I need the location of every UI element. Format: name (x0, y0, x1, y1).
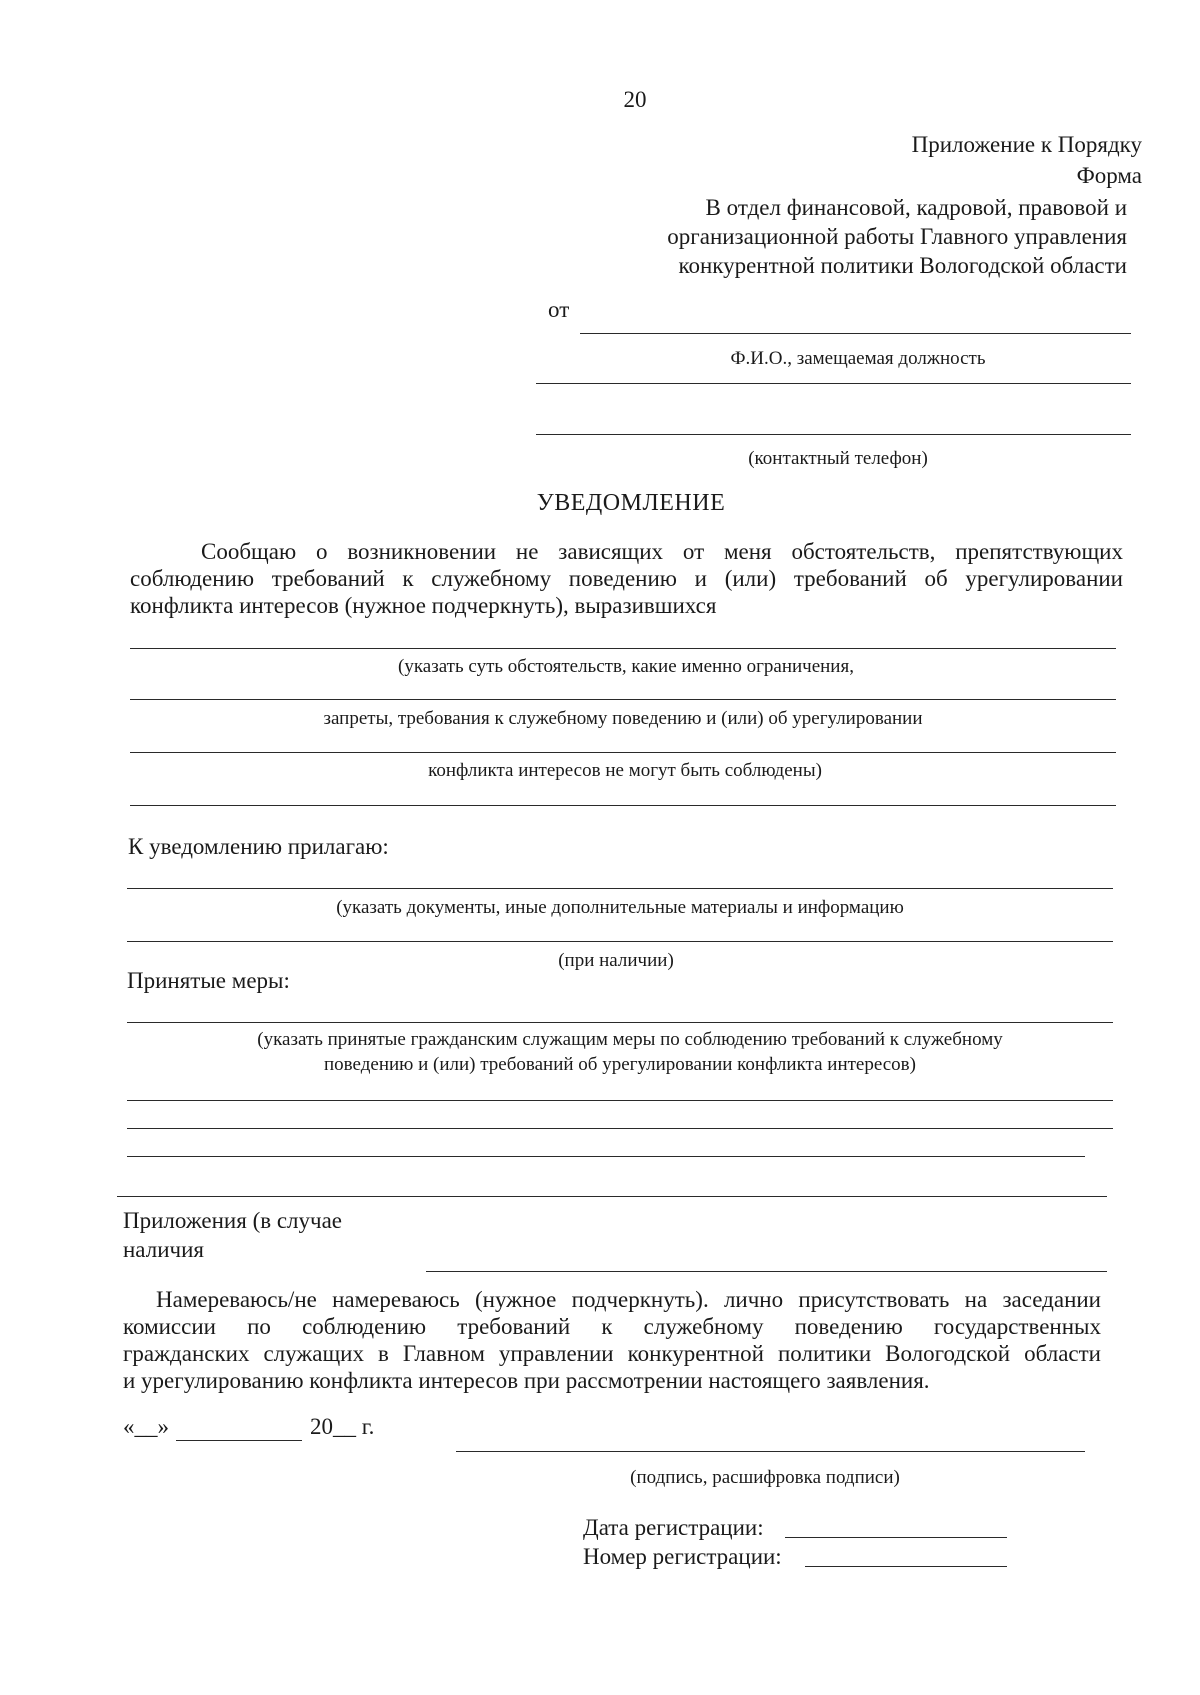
date-year: 20__ г. (310, 1414, 375, 1439)
circumstances-line (130, 752, 1116, 753)
phone-hint: (контактный телефон) (748, 448, 928, 469)
measures-line (117, 1196, 1107, 1197)
addressee-line: В отдел финансовой, кадровой, правовой и (705, 195, 1127, 220)
intent-paragraph (123, 1286, 1101, 1394)
circumstances-hint: конфликта интересов не могут быть соблюдены) (428, 760, 822, 781)
measures-line (127, 1128, 1113, 1129)
circumstances-line (130, 805, 1116, 806)
intent-line: комиссии по соблюдению требований к служебному поведению государственных (123, 1314, 1101, 1339)
measures-hint: (указать принятые гражданским служащим меры по соблюдению требований к служебному (257, 1029, 1003, 1050)
measures-line (127, 1022, 1113, 1023)
circumstances-hint: (указать суть обстоятельств, какие именно ограничения, (398, 656, 854, 677)
circumstances-line (130, 648, 1116, 649)
appendices-label: наличия (123, 1237, 204, 1262)
measures-line (127, 1100, 1113, 1101)
registration-number-line (805, 1566, 1007, 1567)
registration-number-label: Номер регистрации: (583, 1544, 782, 1569)
appendices-label: Приложения (в случае (123, 1208, 343, 1233)
page-number: 20 (623, 87, 647, 112)
attach-hint: (указать документы, иные дополнительные материалы и информацию (336, 897, 904, 918)
circumstances-line (130, 699, 1116, 700)
from-label: от (548, 297, 570, 322)
intent-line: Намереваюсь/не намереваюсь (нужное подчеркнуть). лично присутствовать на заседании (156, 1287, 1101, 1312)
measures-label: Принятые меры: (127, 968, 290, 993)
intro-paragraph (130, 538, 1123, 619)
measures-line (127, 1156, 1085, 1157)
intent-line: и урегулированию конфликта интересов при рассмотрении настоящего заявления. (123, 1368, 930, 1393)
addressee-line: конкурентной политики Вологодской области (678, 253, 1127, 278)
attach-hint: (при наличии) (558, 950, 674, 971)
phone-line (536, 434, 1131, 435)
registration-date-line (785, 1537, 1007, 1538)
date-month-line (176, 1440, 302, 1441)
addressee-line: организационной работы Главного управления (667, 224, 1127, 249)
attach-label: К уведомлению прилагаю: (128, 834, 389, 859)
circumstances-hint: запреты, требования к служебному поведению и (или) об урегулировании (323, 708, 923, 729)
attach-line (127, 888, 1113, 889)
signature-hint: (подпись, расшифровка подписи) (630, 1467, 900, 1488)
appendix-reference: Приложение к Порядку (911, 132, 1142, 157)
appendices-line (426, 1271, 1107, 1272)
intent-line: гражданских служащих в Главном управлении конкурентной политики Вологодской области (123, 1341, 1101, 1366)
registration-date-label: Дата регистрации: (583, 1515, 764, 1540)
fio-hint: Ф.И.О., замещаемая должность (730, 348, 986, 369)
signature-line (456, 1451, 1085, 1452)
measures-hint: поведению и (или) требований об урегулировании конфликта интересов) (324, 1054, 916, 1075)
fio-line (580, 333, 1131, 334)
attach-line (127, 941, 1113, 942)
date-open-quote: «__» (123, 1414, 169, 1439)
intro-line: конфликта интересов (нужное подчеркнуть), выразившихся (130, 593, 717, 618)
position-line (536, 383, 1131, 384)
form-label: Форма (1076, 163, 1142, 188)
intro-line: соблюдению требований к служебному поведению и (или) требований об урегулировании (130, 566, 1123, 591)
document-title: УВЕДОМЛЕНИЕ (536, 490, 726, 516)
intro-line: Сообщаю о возникновении не зависящих от меня обстоятельств, препятствующих (201, 539, 1123, 564)
